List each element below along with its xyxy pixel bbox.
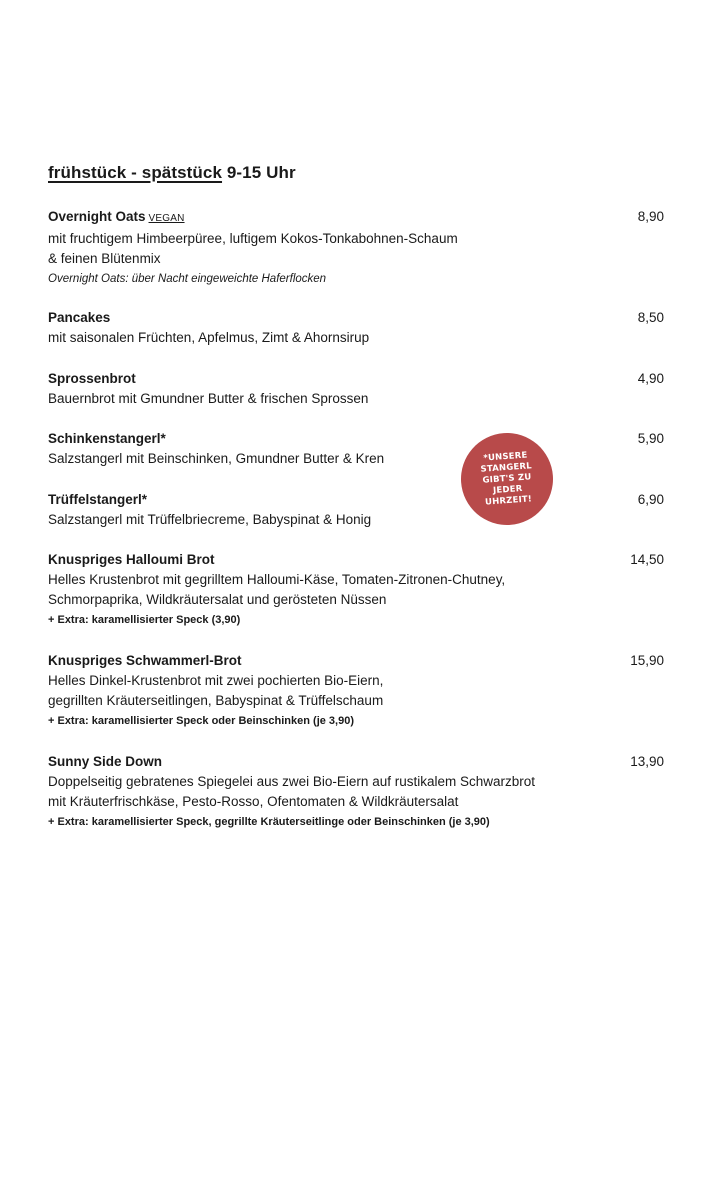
menu-item-extra: + Extra: karamellisierter Speck (3,90) bbox=[48, 614, 241, 626]
menu-item-sunny-side-down bbox=[48, 752, 664, 832]
section-heading-hours: 9-15 Uhr bbox=[222, 163, 296, 182]
menu-item-overnight-oats bbox=[48, 207, 664, 289]
menu-item-note: Overnight Oats: über Nacht eingeweichte Haferflocken bbox=[48, 273, 327, 285]
menu-item-description: Salzstangerl mit Trüffelbriecreme, Babyspinat & Honig bbox=[48, 512, 372, 527]
menu-item-trueffelstangerl bbox=[48, 490, 664, 530]
menu-item-name: Overnight Oats bbox=[48, 209, 146, 224]
menu-item-extra: + Extra: karamellisierter Speck, gegrillte Kräuterseitlinge oder Beinschinken (je 3,90) bbox=[48, 816, 490, 828]
menu-item-name: Knuspriges Halloumi Brot bbox=[48, 552, 215, 567]
stangerl-badge-text: *UNSERE STANGERL GIBT'S ZU JEDER UHRZEIT! bbox=[480, 450, 533, 508]
menu-item-price: 8,50 bbox=[637, 310, 664, 325]
section-heading bbox=[48, 163, 296, 183]
menu-item-description: Bauernbrot mit Gmundner Butter & frischen Sprossen bbox=[48, 391, 369, 406]
menu-item-price: 8,90 bbox=[637, 209, 664, 224]
menu-item-price: 13,90 bbox=[630, 754, 664, 769]
menu-item-description: gegrillten Kräuterseitlingen, Babyspinat & Trüffelschaum bbox=[48, 693, 384, 708]
menu-item-description: mit saisonalen Früchten, Apfelmus, Zimt & Ahornsirup bbox=[48, 330, 370, 345]
menu-item-halloumi-brot bbox=[48, 550, 664, 630]
menu-item-description: mit Kräuterfrischkäse, Pesto-Rosso, Ofentomaten & Wildkräutersalat bbox=[48, 794, 459, 809]
menu-item-name: Trüffelstangerl* bbox=[48, 492, 148, 507]
menu-item-extra: + Extra: karamellisierter Speck oder Beinschinken (je 3,90) bbox=[48, 715, 355, 727]
menu-item-schinkenstangerl bbox=[48, 429, 664, 469]
menu-item-description: Doppelseitig gebratenes Spiegelei aus zwei Bio-Eiern auf rustikalem Schwarzbrot bbox=[48, 774, 536, 789]
menu-item-pancakes bbox=[48, 308, 664, 348]
menu-item-price: 14,50 bbox=[630, 552, 664, 567]
menu-item-description: Schmorpaprika, Wildkräutersalat und gerösteten Nüssen bbox=[48, 592, 387, 607]
menu-item-name: Sunny Side Down bbox=[48, 754, 163, 769]
menu-item-name: Schinkenstangerl* bbox=[48, 431, 166, 446]
menu-item-description: mit fruchtigem Himbeerpüree, luftigem Kokos-Tonkabohnen-Schaum bbox=[48, 231, 458, 246]
menu-item-schwammerl-brot bbox=[48, 651, 664, 731]
menu-item-description: Helles Krustenbrot mit gegrilltem Halloumi-Käse, Tomaten-Zitronen-Chutney, bbox=[48, 572, 506, 587]
menu-item-name: Knuspriges Schwammerl-Brot bbox=[48, 653, 242, 668]
menu-item-name: Sprossenbrot bbox=[48, 371, 136, 386]
menu-item-price: 5,90 bbox=[637, 431, 664, 446]
section-heading-title: frühstück - spätstück bbox=[48, 163, 223, 182]
menu-item-price: 15,90 bbox=[630, 653, 664, 668]
menu-item-sprossenbrot bbox=[48, 369, 664, 409]
menu-item-description: Salzstangerl mit Beinschinken, Gmundner Butter & Kren bbox=[48, 451, 385, 466]
vegan-tag: VEGAN bbox=[148, 213, 185, 224]
menu-item-price: 4,90 bbox=[637, 371, 664, 386]
menu-item-name: Pancakes bbox=[48, 310, 111, 325]
menu-item-description: Helles Dinkel-Krustenbrot mit zwei pochierten Bio-Eiern, bbox=[48, 673, 384, 688]
menu-item-description: & feinen Blütenmix bbox=[48, 251, 161, 266]
menu-item-price: 6,90 bbox=[637, 492, 664, 507]
